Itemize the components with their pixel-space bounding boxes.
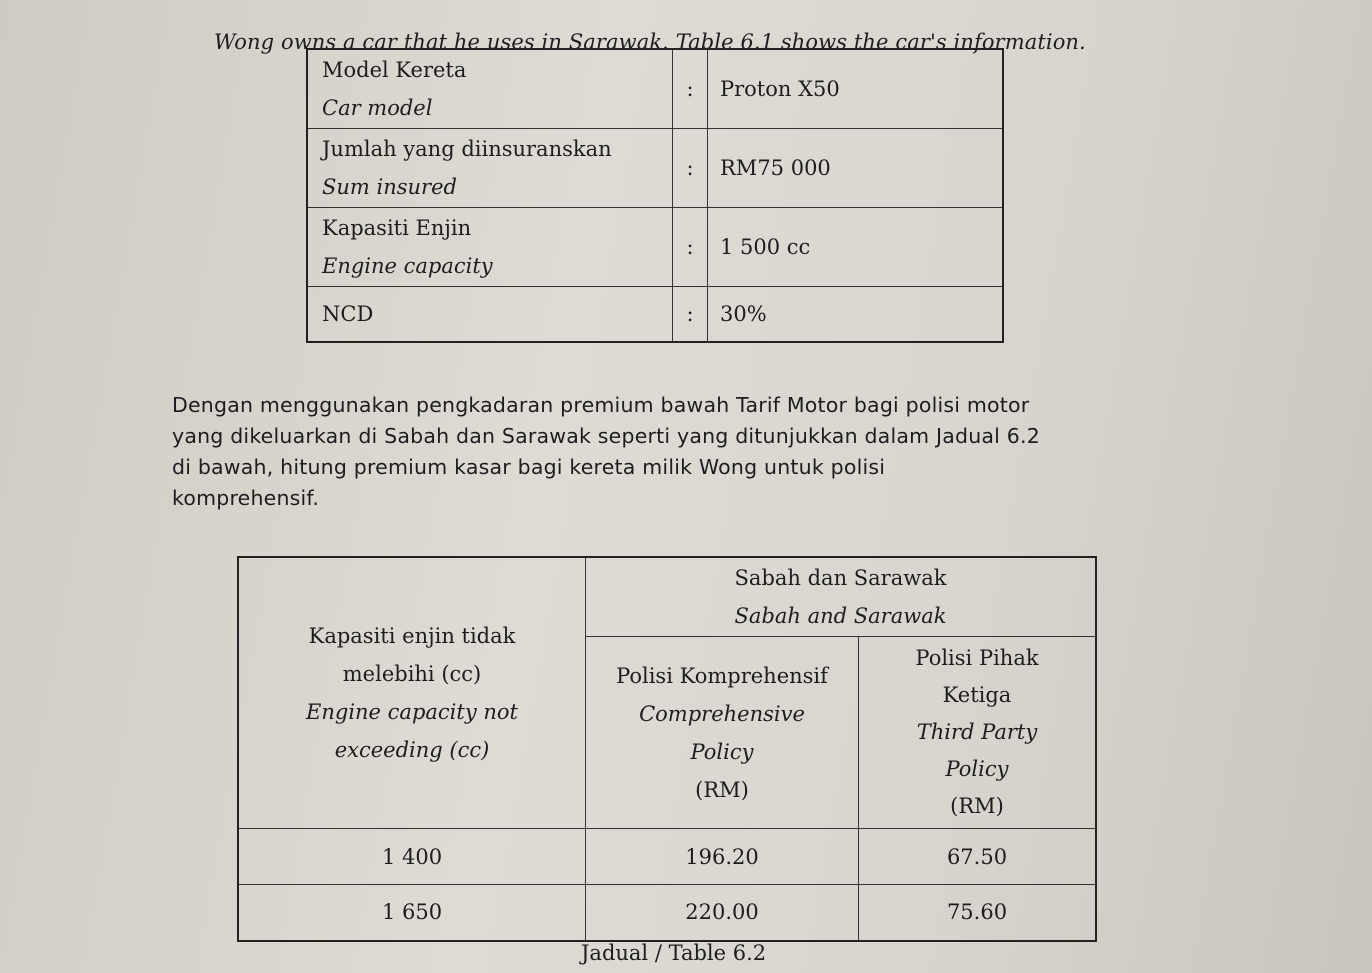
- table-6-2-premium-rates: [237, 556, 1097, 942]
- engine-capacity-header: [238, 557, 586, 829]
- row-value: 1 500 cc: [708, 208, 1004, 287]
- label-malay: Kapasiti Enjin: [322, 216, 472, 240]
- table-caption: Jadual / Table 6.2: [581, 941, 767, 965]
- header-row: [238, 557, 1096, 637]
- row-label: [307, 287, 673, 343]
- capacity-cell: 1 650: [238, 885, 586, 941]
- label-english: Sum insured: [322, 175, 457, 199]
- header-line: Ketiga: [942, 683, 1012, 707]
- colon: :: [673, 49, 708, 129]
- third-party-cell: 75.60: [859, 885, 1097, 941]
- table-row: [307, 129, 1003, 208]
- third-party-policy-header: [859, 637, 1097, 829]
- label-malay: Model Kereta: [322, 58, 467, 82]
- row-label: [307, 208, 673, 287]
- third-party-cell: 67.50: [859, 829, 1097, 885]
- comprehensive-policy-header: [586, 637, 859, 829]
- header-line: Engine capacity not: [306, 700, 518, 724]
- row-label: [307, 49, 673, 129]
- table-row: [307, 208, 1003, 287]
- row-value: RM75 000: [708, 129, 1004, 208]
- label-malay: NCD: [322, 302, 374, 326]
- question-paragraph: [172, 390, 1152, 514]
- paragraph-line: di bawah, hitung premium kasar bagi kereta milik Wong untuk polisi: [172, 455, 886, 479]
- region-malay: Sabah dan Sarawak: [734, 566, 947, 590]
- comprehensive-cell: 220.00: [586, 885, 859, 941]
- header-line: melebihi (cc): [342, 662, 482, 686]
- region-english: Sabah and Sarawak: [734, 604, 947, 628]
- paragraph-line: Dengan menggunakan pengkadaran premium bawah Tarif Motor bagi polisi motor: [172, 393, 1030, 417]
- table-row: [238, 829, 1096, 885]
- header-line: Policy: [690, 739, 754, 764]
- table-6-1-car-information: [306, 48, 1004, 343]
- table-row: [307, 287, 1003, 343]
- paragraph-line: yang dikeluarkan di Sabah dan Sarawak seperti yang ditunjukkan dalam Jadual 6.2: [172, 424, 1040, 448]
- header-line: Kapasiti enjin tidak: [308, 624, 516, 648]
- header-line: exceeding (cc): [334, 738, 490, 762]
- header-line: Third Party: [916, 720, 1038, 744]
- header-line: Comprehensive: [639, 701, 805, 726]
- colon: :: [673, 129, 708, 208]
- label-english: Engine capacity: [322, 254, 493, 278]
- row-value: 30%: [720, 302, 767, 326]
- row-value: Proton X50: [708, 49, 1004, 129]
- label-english: Car model: [322, 96, 433, 120]
- colon: :: [673, 287, 708, 343]
- label-malay: Jumlah yang diinsuranskan: [322, 137, 612, 161]
- region-header: [586, 557, 1097, 637]
- header-line: Policy: [945, 757, 1009, 781]
- header-line: Polisi Komprehensif: [616, 663, 828, 688]
- header-line: (RM): [695, 777, 749, 802]
- table-row: [238, 885, 1096, 941]
- question-intro: Wong owns a car that he uses in Sarawak. Table 6.1 shows the car's information.: [214, 30, 1086, 54]
- paragraph-line: komprehensif.: [172, 486, 320, 510]
- header-line: Polisi Pihak: [915, 646, 1039, 670]
- colon: :: [673, 208, 708, 287]
- table-row: [307, 49, 1003, 129]
- row-label: [307, 129, 673, 208]
- comprehensive-cell: 196.20: [586, 829, 859, 885]
- header-line: (RM): [950, 794, 1004, 818]
- capacity-cell: 1 400: [238, 829, 586, 885]
